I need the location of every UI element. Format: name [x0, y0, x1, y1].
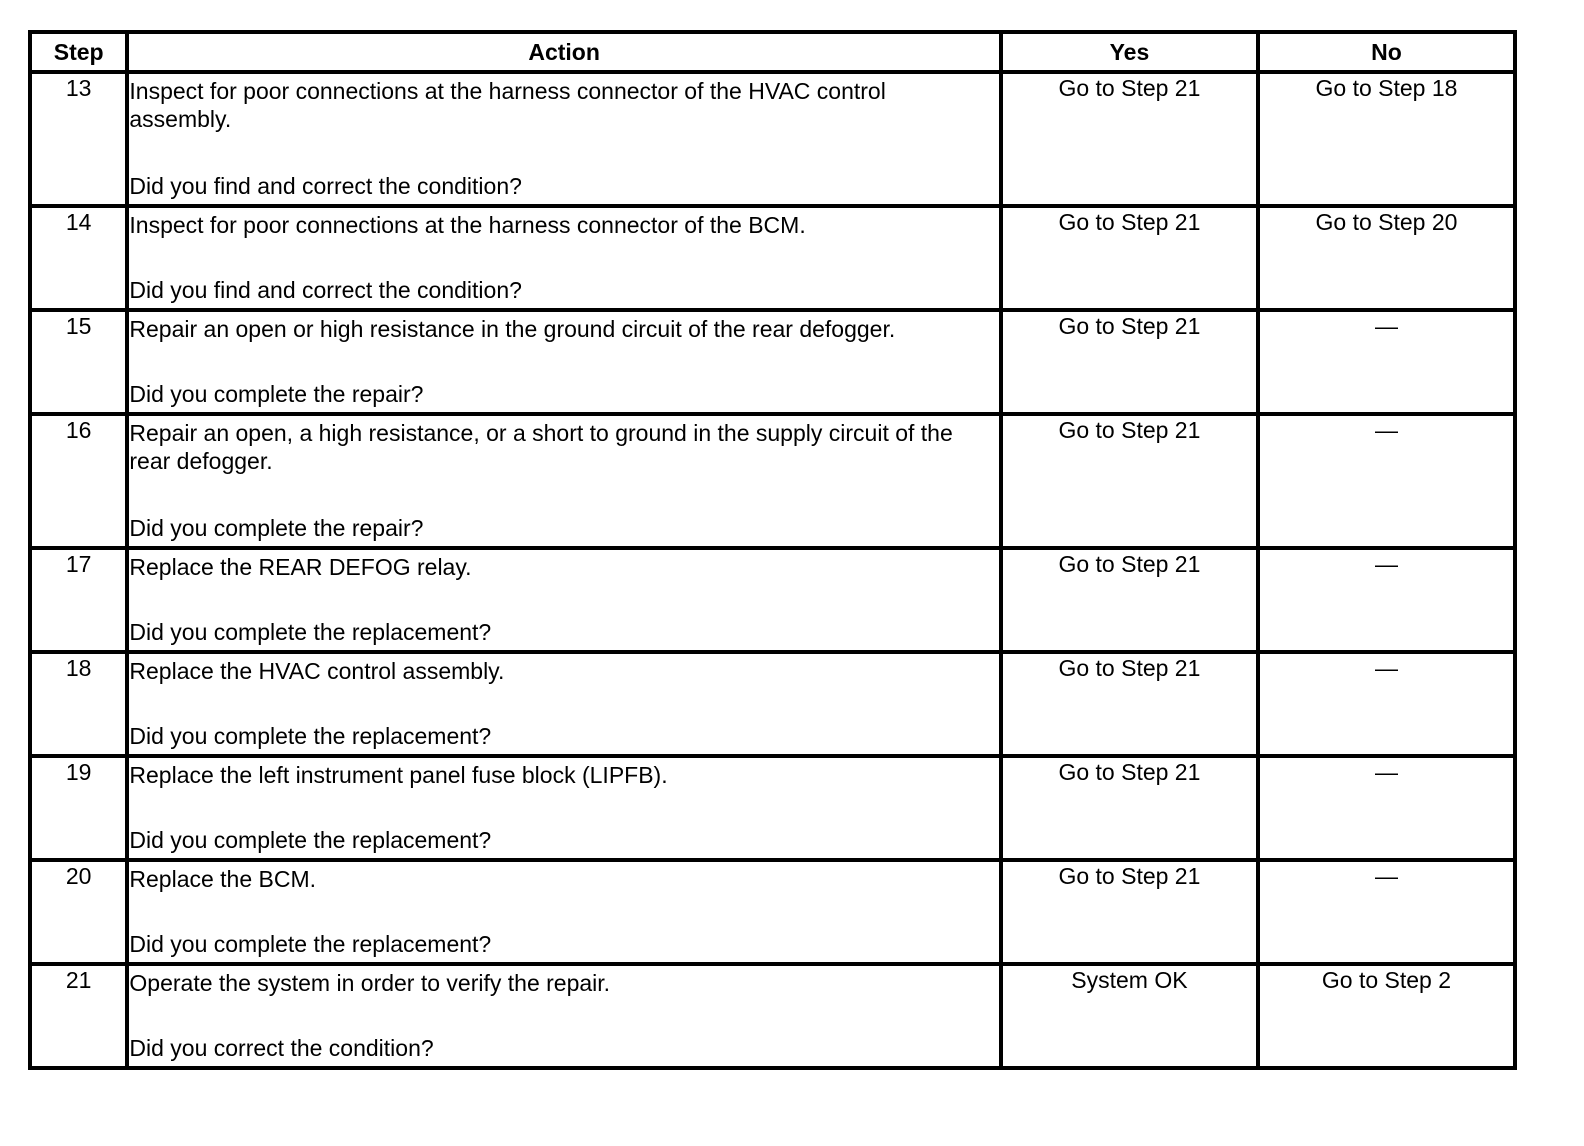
yes-cell — [1001, 206, 1258, 310]
no-result: — — [1374, 655, 1398, 681]
yes-result: Go to Step 21 — [1058, 209, 1201, 235]
step-number: 15 — [30, 310, 127, 414]
table-header — [30, 32, 1515, 72]
action-text: Replace the left instrument panel fuse block (LIPFB). — [129, 762, 668, 788]
yes-result: Go to Step 21 — [1058, 551, 1201, 577]
action-text: Repair an open or high resistance in the ground circuit of the rear defogger. — [129, 316, 896, 342]
no-cell — [1258, 548, 1515, 652]
table-row — [30, 414, 1515, 548]
action-cell — [127, 72, 1001, 206]
no-cell — [1258, 310, 1515, 414]
header-no: No — [1258, 32, 1515, 72]
table-row — [30, 72, 1515, 206]
no-result: — — [1374, 417, 1398, 443]
yes-cell — [1001, 310, 1258, 414]
action-text: Replace the REAR DEFOG relay. — [129, 554, 472, 580]
step-number: 17 — [30, 548, 127, 652]
action-cell — [127, 756, 1001, 860]
question-text: Did you complete the replacement? — [129, 827, 492, 853]
action-cell — [127, 310, 1001, 414]
step-number: 16 — [30, 414, 127, 548]
no-result: — — [1374, 863, 1398, 889]
no-cell — [1258, 964, 1515, 1068]
table-row — [30, 548, 1515, 652]
action-text: Operate the system in order to verify the repair. — [129, 970, 611, 996]
yes-result: Go to Step 21 — [1058, 655, 1201, 681]
diagnostic-table — [28, 30, 1517, 1070]
action-cell — [127, 860, 1001, 964]
no-result: — — [1374, 313, 1398, 339]
no-cell — [1258, 756, 1515, 860]
no-cell — [1258, 72, 1515, 206]
step-number: 21 — [30, 964, 127, 1068]
table-body — [30, 72, 1515, 1068]
question-text: Did you correct the condition? — [129, 1035, 434, 1061]
question-text: Did you find and correct the condition? — [129, 277, 522, 303]
no-cell — [1258, 652, 1515, 756]
yes-result: Go to Step 21 — [1058, 75, 1201, 101]
no-result: Go to Step 2 — [1321, 967, 1452, 993]
yes-cell — [1001, 860, 1258, 964]
header-row — [30, 32, 1515, 72]
yes-result: Go to Step 21 — [1058, 313, 1201, 339]
question-text: Did you find and correct the condition? — [129, 173, 522, 199]
header-action: Action — [127, 32, 1001, 72]
step-number: 19 — [30, 756, 127, 860]
no-cell — [1258, 860, 1515, 964]
header-step: Step — [30, 32, 127, 72]
no-result: Go to Step 20 — [1315, 209, 1458, 235]
action-text: Replace the HVAC control assembly. — [129, 658, 505, 684]
action-cell — [127, 548, 1001, 652]
question-text: Did you complete the replacement? — [129, 931, 492, 957]
yes-cell — [1001, 72, 1258, 206]
action-text: Repair an open, a high resistance, or a short to ground in the supply circuit of the rear defogger. — [129, 420, 953, 474]
no-cell — [1258, 206, 1515, 310]
yes-cell — [1001, 756, 1258, 860]
step-number: 14 — [30, 206, 127, 310]
no-result: — — [1374, 759, 1398, 785]
step-number: 13 — [30, 72, 127, 206]
action-text: Replace the BCM. — [129, 866, 317, 892]
yes-cell — [1001, 652, 1258, 756]
action-cell — [127, 414, 1001, 548]
table-row — [30, 860, 1515, 964]
table-row — [30, 206, 1515, 310]
action-cell — [127, 964, 1001, 1068]
action-cell — [127, 652, 1001, 756]
no-result: — — [1374, 551, 1398, 577]
step-number: 20 — [30, 860, 127, 964]
yes-result: Go to Step 21 — [1058, 417, 1201, 443]
yes-result: Go to Step 21 — [1058, 759, 1201, 785]
yes-result: Go to Step 21 — [1058, 863, 1201, 889]
table-row — [30, 756, 1515, 860]
action-text: Inspect for poor connections at the harness connector of the BCM. — [129, 212, 806, 238]
table-row — [30, 310, 1515, 414]
no-result: Go to Step 18 — [1315, 75, 1458, 101]
yes-cell — [1001, 964, 1258, 1068]
action-text: Inspect for poor connections at the harness connector of the HVAC control assembly. — [129, 78, 886, 132]
table-row — [30, 652, 1515, 756]
question-text: Did you complete the repair? — [129, 381, 424, 407]
no-cell — [1258, 414, 1515, 548]
question-text: Did you complete the replacement? — [129, 723, 492, 749]
question-text: Did you complete the repair? — [129, 515, 424, 541]
step-number: 18 — [30, 652, 127, 756]
action-cell — [127, 206, 1001, 310]
header-yes: Yes — [1001, 32, 1258, 72]
yes-cell — [1001, 548, 1258, 652]
yes-cell — [1001, 414, 1258, 548]
question-text: Did you complete the replacement? — [129, 619, 492, 645]
table-row — [30, 964, 1515, 1068]
yes-result: System OK — [1071, 967, 1188, 993]
